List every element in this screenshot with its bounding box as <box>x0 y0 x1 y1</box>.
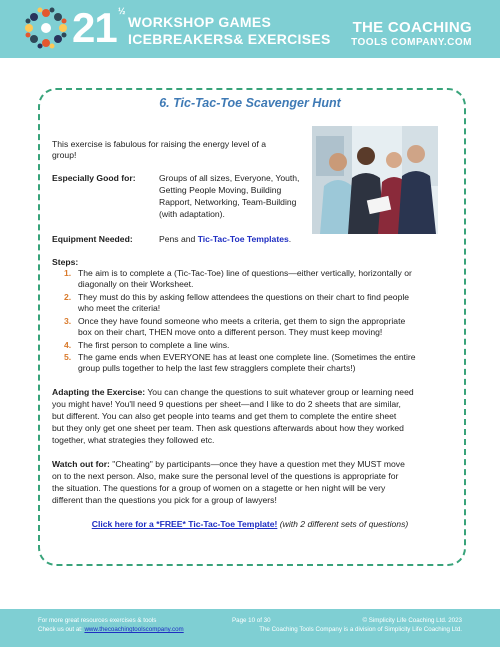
footer-band <box>0 609 500 647</box>
people-burst-logo-icon <box>22 6 70 50</box>
footer-page-number: Page 10 of 30 <box>232 617 271 624</box>
brand-line1: THE COACHING <box>352 19 472 36</box>
footer-left-line-1: For more great resources exercises & tools <box>38 617 157 624</box>
step-2-line-1: They must do this by asking fellow attendees the questions on their chart to find people <box>78 292 410 302</box>
footer-division-note: The Coaching Tools Company is a division of Simplicity Life Coaching Ltd. <box>259 626 462 633</box>
steps-label: Steps: <box>52 257 79 267</box>
adapting-line-4: but they only get one sheet per team. Then ask questions afterwards about how they worked <box>52 423 404 433</box>
equipment-template-link[interactable]: Tic-Tac-Toe Templates <box>197 234 289 244</box>
footer-check-prefix: Check us out at: <box>38 626 85 633</box>
team-photo-illustration <box>312 126 438 234</box>
step-number: 5. <box>64 352 72 362</box>
step-number: 4. <box>64 340 72 350</box>
book-title-line1: WORKSHOP GAMES <box>128 14 272 30</box>
template-note: (with 2 different sets of questions) <box>277 519 409 529</box>
intro-line-1: This exercise is fabulous for raising the energy level of a <box>52 139 266 149</box>
watch-line-4: different than the questions you pick for a group of lawyers! <box>52 495 277 505</box>
watch-text: "Cheating" by participants—once they have a question met they MUST move <box>109 459 405 469</box>
step-2-line-2: who meet the criteria! <box>78 303 161 313</box>
template-link-line <box>0 519 500 531</box>
good-for-line-2: Getting People Moving, Building <box>159 185 282 195</box>
book-number-half: ½ <box>118 6 126 16</box>
step-1-line-2: diagonally on their Worksheet. <box>78 279 194 289</box>
brand-line2: TOOLS COMPANY.COM <box>351 37 472 48</box>
step-4-line-1: The first person to complete a line wins. <box>78 340 230 350</box>
adapting-line-3: but different. You can also get people into teams and get them to complete the entire sheet <box>52 411 397 421</box>
book-number: 21 <box>72 4 117 51</box>
adapting-line-2: you might have! You'll need 9 questions per sheet—and I like to do 2 sheets that are similar, <box>52 399 401 409</box>
adapting-text: You can change the questions to suit whatever group or learning need <box>145 387 414 397</box>
footer-website-link[interactable]: www.thecoachingtoolscompany.com <box>84 626 184 633</box>
step-5-line-2: group pulls together to help the last few stragglers complete their charts!) <box>78 363 356 373</box>
watch-label: Watch out for: <box>52 459 110 469</box>
watch-line-1 <box>52 459 405 471</box>
adapting-line-1 <box>52 387 414 399</box>
good-for-label: Especially Good for: <box>52 173 136 183</box>
good-for-line-4: (with adaptation). <box>159 209 225 219</box>
good-for-line-1: Groups of all sizes, Everyone, Youth, <box>159 173 300 183</box>
adapting-line-5: together, what strategies they followed etc. <box>52 435 215 445</box>
footer-left-line-2 <box>38 626 184 634</box>
good-for-line-3: Rapport, Networking, Team-Building <box>159 197 297 207</box>
exercise-title: 6. Tic-Tac-Toe Scavenger Hunt <box>159 96 341 110</box>
book-title-line2: ICEBREAKERS& EXERCISES <box>128 31 331 47</box>
intro-line-2: group! <box>52 150 77 160</box>
team-photo <box>312 126 438 234</box>
equipment-line <box>159 234 291 246</box>
step-5-line-1: The game ends when EVERYONE has at least one complete line. (Sometimes the entire <box>78 352 416 362</box>
footer-copyright: © Simplicity Life Coaching Ltd. 2023 <box>362 617 462 624</box>
header-band <box>0 0 500 58</box>
watch-line-2: on to the next person. Also, make sure the personal level of the questions is appropriate for <box>52 471 399 481</box>
step-number: 1. <box>64 268 72 278</box>
step-3-line-1: Once they have found someone who meets a criteria, get them to sign the appropriate <box>78 316 406 326</box>
free-template-link[interactable]: Click here for a *FREE* Tic-Tac-Toe Template! <box>91 519 278 529</box>
equipment-end: . <box>288 234 292 244</box>
step-3-line-2: box on their chart, THEN move onto a different person. They must keep moving! <box>78 327 383 337</box>
equipment-label: Equipment Needed: <box>52 234 133 244</box>
equipment-text: Pens and <box>159 234 198 244</box>
adapting-label: Adapting the Exercise: <box>52 387 146 397</box>
step-number: 3. <box>64 316 72 326</box>
step-1-line-1: The aim is to complete a (Tic-Tac-Toe) line of questions—either vertically, horizontally or <box>78 268 412 278</box>
step-number: 2. <box>64 292 72 302</box>
watch-line-3: the situation. The questions for a group of women on a stagette or hen night will be very <box>52 483 386 493</box>
